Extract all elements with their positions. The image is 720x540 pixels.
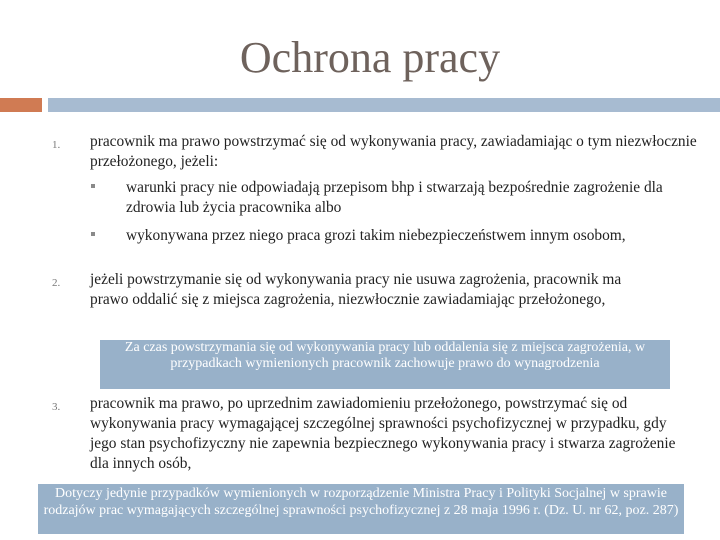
regulation-note: Dotyczy jedynie przypadków wymienionych w rozporządzenie Ministra Pracy i Polityki Socjalnej w sprawie rodzajów prac wymagających szczególnej sprawności psychofizycznej z 28 maja 1996 r. (Dz. U. nr 62, poz. 287) (38, 484, 684, 534)
sub-list-item-text: wykonywana przez niego praca grozi takim niebezpieczeństwem innym osobom, (126, 227, 626, 244)
list-item-text: pracownik ma prawo, po uprzednim zawiadomieniu przełożonego, powstrzymać się od wykonywania pracy wymagającej szczególnej sprawności psychofizycznej w przypadku, gdy jego stan psychofizyczny nie zapewnia bezpiecznego wykonywania pracy i stwarza zagrożenie dla innych osób, (90, 395, 676, 472)
sub-list-item-text: warunki pracy nie odpowiadają przepisom bhp i stwarzają bezpośrednie zagrożenie dla zdrowia lub życia pracownika albo (126, 179, 663, 216)
bullet-icon (91, 184, 95, 188)
title-rule (48, 98, 720, 112)
item-number: 3. (52, 401, 61, 413)
title-rule-accent (0, 98, 42, 112)
bullet-icon (91, 232, 95, 236)
list-item-text: pracownik ma prawo powstrzymać się od wykonywania pracy, zawiadamiając o tym niezwłocznie przełożonego, jeżeli: (90, 133, 697, 170)
item-number: 1. (52, 139, 61, 151)
slide-title: Ochrona pracy (239, 33, 501, 82)
list-item-text: jeżeli powstrzymanie się od wykonywania pracy nie usuwa zagrożenia, pracownik ma prawo oddalić się z miejsca zagrożenia, niezwłocznie zawiadamiając przełożonego, (90, 271, 622, 308)
wage-note: Za czas powstrzymania się od wykonywania pracy lub oddalenia się z miejsca zagrożenia, w przypadkach wymienionych pracownik zachowuje prawo do wynagrodzenia (100, 340, 670, 389)
item-number: 2. (52, 277, 61, 289)
